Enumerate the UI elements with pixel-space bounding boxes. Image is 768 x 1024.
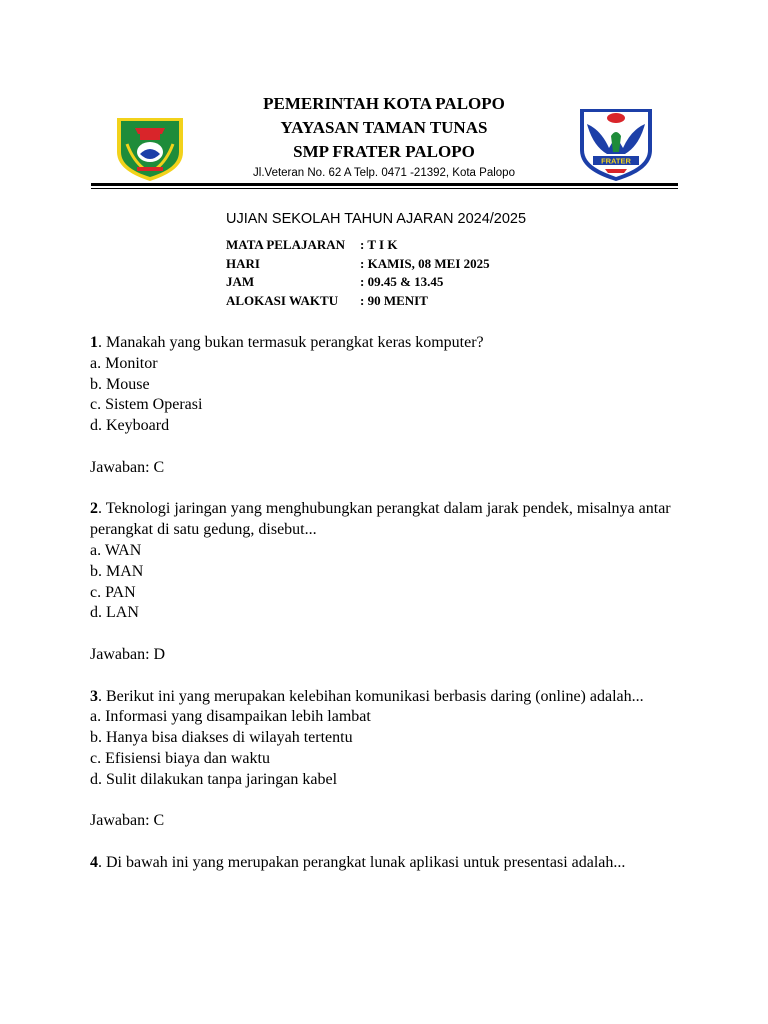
info-label: ALOKASI WAKTU [226, 292, 339, 308]
answer-option: a. WAN [90, 541, 142, 559]
info-row-time [226, 273, 490, 292]
palopo-city-emblem-icon [113, 112, 187, 182]
answer-option: b. MAN [90, 562, 144, 580]
question-number: 4 [90, 853, 98, 871]
question-number: 3 [90, 687, 98, 705]
question-text [90, 333, 680, 354]
question-text [90, 499, 680, 541]
exam-info [226, 236, 490, 310]
question-body: . Di bawah ini yang merupakan perangkat lunak aplikasi untuk presentasi adalah... [98, 853, 626, 871]
question-item [90, 687, 680, 791]
letterhead-foundation: YAYASAN TAMAN TUNAS [280, 118, 488, 137]
exam-title: UJIAN SEKOLAH TAHUN AJARAN 2024/2025 [226, 211, 527, 227]
info-row-subject [226, 236, 490, 255]
answer-option: a. Informasi yang disampaikan lebih lambat [90, 708, 371, 726]
info-value: : 90 MENIT [360, 292, 428, 308]
question-body: . Teknologi jaringan yang menghubungkan perangkat dalam jarak pendek, misalnya antar perangkat di satu gedung, disebut... [90, 500, 671, 539]
question-text [90, 853, 680, 874]
letterhead-government: PEMERINTAH KOTA PALOPO [263, 94, 505, 113]
answer-option: d. Sulit dilakukan tanpa jaringan kabel [90, 770, 338, 788]
answer-key: Jawaban: C [90, 812, 165, 830]
info-label: JAM [226, 274, 255, 289]
question-body: . Berikut ini yang merupakan kelebihan komunikasi berbasis daring (online) adalah... [98, 687, 644, 705]
question-text [90, 687, 680, 708]
letterhead-address: Jl.Veteran No. 62 A Telp. 0471 -21392, Kota Palopo [253, 167, 515, 179]
answer-option: b. Hanya bisa diakses di wilayah tertentu [90, 729, 353, 747]
letterhead [184, 92, 584, 182]
question-list [90, 333, 680, 895]
question-number: 2 [90, 500, 98, 518]
answer-option: c. PAN [90, 583, 136, 601]
info-value: : KAMIS, 08 MEI 2025 [360, 255, 490, 271]
letterhead-rule-thick [91, 183, 678, 186]
info-row-day [226, 255, 490, 274]
info-value: : T I K [360, 237, 398, 252]
answer-option: c. Efisiensi biaya dan waktu [90, 749, 270, 767]
question-number: 1 [90, 334, 98, 351]
info-label: HARI [226, 255, 260, 271]
smp-frater-emblem-icon [577, 106, 655, 182]
answer-option: d. Keyboard [90, 417, 170, 435]
answer-option: a. Monitor [90, 354, 158, 372]
letterhead-rule-thin [91, 188, 678, 189]
answer-key: Jawaban: D [90, 645, 166, 663]
question-item [90, 499, 680, 624]
answer-option: b. Mouse [90, 375, 150, 393]
emblem-ribbon-text: FRATER [601, 156, 631, 166]
question-body: . Manakah yang bukan termasuk perangkat keras komputer? [98, 334, 484, 351]
answer-key: Jawaban: C [90, 458, 165, 476]
letterhead-school: SMP FRATER PALOPO [293, 142, 475, 161]
info-row-duration [226, 292, 490, 311]
answer-option: d. LAN [90, 604, 139, 622]
question-item [90, 853, 680, 874]
info-label: MATA PELAJARAN [226, 237, 346, 252]
question-item [90, 333, 680, 437]
info-value: : 09.45 & 13.45 [360, 274, 444, 289]
answer-option: c. Sistem Operasi [90, 396, 203, 414]
